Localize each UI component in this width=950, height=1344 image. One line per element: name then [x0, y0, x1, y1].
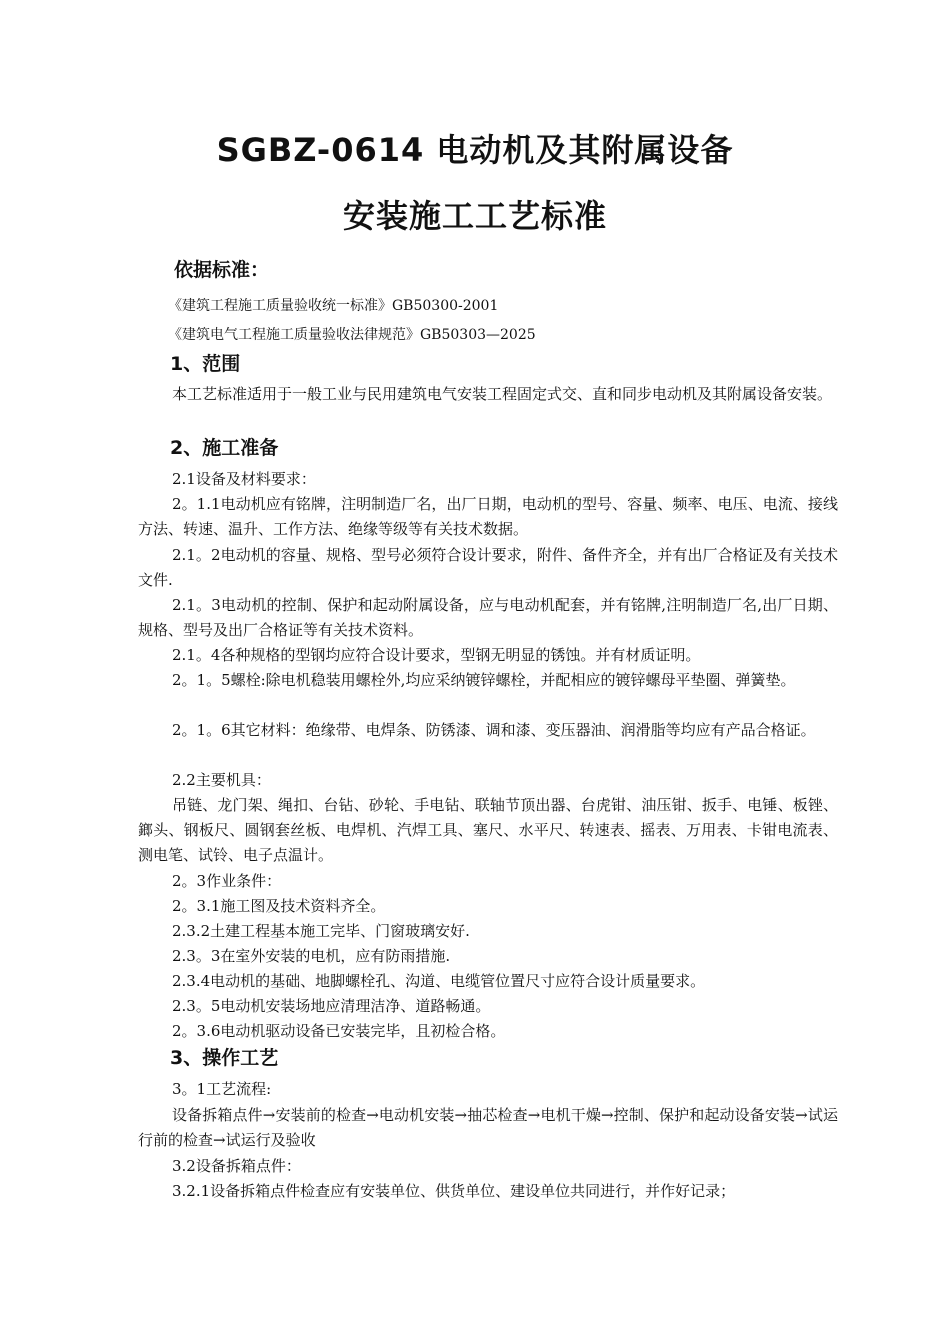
clause-paragraph: 3.2.1设备拆箱点件检查应有安装单位、供货单位、建设单位共同进行，并作好记录；	[172, 1182, 736, 1200]
reference-standard: 《建筑工程施工质量验收统一标准》GB50300-2001	[168, 298, 499, 314]
process-flow-paragraph: 设备拆箱点件→安装前的检查→电动机安装→抽芯检查→电机干燥→控制、保护和起动设备安装→试运行前的检查→试运行及验收	[138, 1106, 838, 1149]
section-heading-preparation: 2、施工准备	[170, 437, 279, 459]
section-heading-process: 3、操作工艺	[170, 1047, 279, 1069]
section-heading-scope: 1、范围	[170, 353, 241, 375]
clause-paragraph: 2.1。2电动机的容量、规格、型号必须符合设计要求，附件、备件齐全，并有出厂合格证及有关技术文件.	[138, 546, 838, 589]
clause-paragraph: 2。1。6其它材料：绝缘带、电焊条、防锈漆、调和漆、变压器油、润滑脂等均应有产品合格证。	[172, 721, 816, 739]
basis-heading: 依据标准：	[174, 259, 270, 281]
clause-paragraph: 2。3.6电动机驱动设备已安装完毕，且初检合格。	[172, 1022, 506, 1040]
clause-paragraph: 2。1。5螺栓:除电机稳装用螺栓外,均应采纳镀锌螺栓，并配相应的镀锌螺母平垫圈、弹簧垫。	[172, 671, 796, 689]
reference-standard: 《建筑电气工程施工质量验收法律规范》GB50303—2025	[168, 327, 536, 343]
clause-paragraph: 2.1。4各种规格的型钢均应符合设计要求，型钢无明显的锈蚀。并有材质证明。	[172, 646, 701, 664]
clause-paragraph: 2。1.1电动机应有铭牌，注明制造厂名，出厂日期，电动机的型号、容量、频率、电压、电流、接线方法、转速、温升、工作方法、绝缘等级等有关技术数据。	[138, 495, 838, 538]
clause-heading: 3。1工艺流程:	[172, 1080, 272, 1098]
scope-paragraph: 本工艺标准适用于一般工业与民用建筑电气安装工程固定式交、直和同步电动机及其附属设备安装。	[172, 385, 833, 403]
clause-heading: 2。3作业条件：	[172, 872, 282, 890]
clause-paragraph: 2.3.2土建工程基本施工完毕、门窗玻璃安好.	[172, 922, 470, 940]
clause-paragraph: 2.1。3电动机的控制、保护和起动附属设备，应与电动机配套，并有铭牌,注明制造厂名,出厂日期、规格、型号及出厂合格证等有关技术资料。	[138, 596, 838, 639]
clause-heading: 2.1设备及材料要求：	[172, 470, 316, 488]
document-title-line1: SGBZ-0614 电动机及其附属设备	[216, 131, 734, 169]
clause-paragraph: 2.3.4电动机的基础、地脚螺栓孔、沟道、电缆管位置尺寸应符合设计质量要求。	[172, 972, 706, 990]
clause-paragraph: 2。3.1施工图及技术资料齐全。	[172, 897, 386, 915]
clause-heading: 2.2主要机具：	[172, 771, 271, 789]
clause-paragraph: 2.3。3在室外安装的电机，应有防雨措施.	[172, 947, 451, 965]
clause-paragraph: 2.3。5电动机安装场地应清理洁净、道路畅通。	[172, 997, 491, 1015]
tools-paragraph: 吊链、龙门架、绳扣、台钻、砂轮、手电钻、联轴节顶出器、台虎钳、油压钳、扳手、电锤、板锉、鎯头、钢板尺、圆钢套丝板、电焊机、汽焊工具、塞尺、水平尺、转速表、摇表、万用表、卡钳电流表、测电笔、试铃、电子点温计。	[138, 796, 838, 864]
clause-heading: 3.2设备拆箱点件：	[172, 1157, 301, 1175]
document-title-line2: 安装施工工艺标准	[342, 197, 607, 235]
